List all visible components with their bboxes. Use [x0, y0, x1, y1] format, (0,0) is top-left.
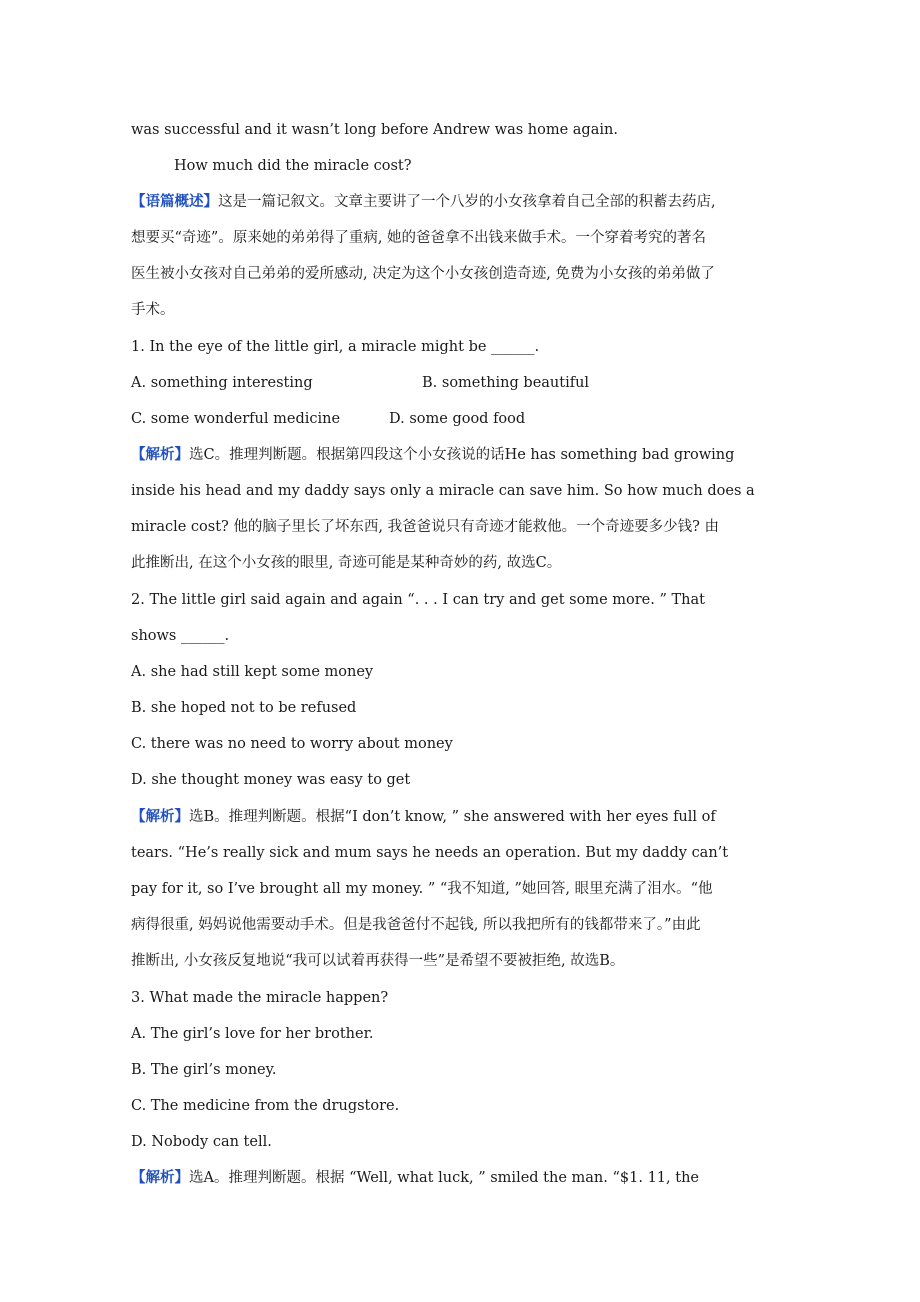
option-c: C. there was no need to worry about money: [131, 736, 453, 752]
option-b: B. she hoped not to be refused: [131, 700, 357, 716]
text-line: was successful and it wasn’t long before Andrew was home again.: [131, 122, 618, 138]
option-d: D. Nobody can tell.: [131, 1134, 272, 1150]
option-d: D. some good food: [389, 411, 526, 427]
text-line: 推断出, 小女孩反复地说“我可以试着再获得一些”是希望不要被拒绝, 故选B。: [131, 953, 625, 969]
option-a: A. she had still kept some money: [131, 664, 374, 680]
text-line: 手术。: [131, 302, 175, 318]
option-b: B. The girl’s money.: [131, 1062, 277, 1078]
analysis-line: [131, 807, 811, 827]
option-a: A. something interesting: [131, 375, 313, 391]
option-c: C. The medicine from the drugstore.: [131, 1098, 400, 1114]
text-line: 想要买“奇迹”。原来她的弟弟得了重病, 她的爸爸拿不出钱来做手术。一个穿着考究的著名: [131, 230, 707, 246]
text-line: tears. “He’s really sick and mum says he needs an operation. But my daddy can’t: [131, 845, 729, 861]
option-b: B. something beautiful: [422, 375, 590, 391]
analysis-tag: 【解析】: [131, 1169, 189, 1186]
option-d: D. she thought money was easy to get: [131, 772, 411, 788]
text-span: 选B。推理判断题。根据“I don’t know, ” she answered with her eyes full of: [189, 809, 716, 825]
question-1: 1. In the eye of the little girl, a miracle might be ______.: [131, 339, 540, 355]
text-span: 选A。推理判断题。根据 “Well, what luck, ” smiled the man. “$1. 11, the: [189, 1170, 699, 1186]
option-a: A. The girl’s love for her brother.: [131, 1026, 374, 1042]
summary-line: [131, 192, 811, 212]
text-line: How much did the miracle cost?: [174, 158, 412, 174]
question-3: 3. What made the miracle happen?: [131, 990, 389, 1006]
text-line: pay for it, so I’ve brought all my money. ” “我不知道, ”她回答, 眼里充满了泪水。“他: [131, 881, 713, 897]
summary-tag: 【语篇概述】: [131, 193, 218, 210]
text-line: 病得很重, 妈妈说他需要动手术。但是我爸爸付不起钱, 所以我把所有的钱都带来了。”由此: [131, 917, 701, 933]
analysis-line: [131, 445, 811, 465]
analysis-line: [131, 1168, 811, 1188]
text-span: 选C。推理判断题。根据第四段这个小女孩说的话He has something bad growing: [189, 447, 735, 463]
option-row: [131, 373, 811, 393]
question-2: 2. The little girl said again and again “. . . I can try and get some more. ” That: [131, 592, 705, 608]
text-span: 这是一篇记叙文。文章主要讲了一个八岁的小女孩拿着自己全部的积蓄去药店,: [218, 194, 716, 210]
option-c: C. some wonderful medicine: [131, 411, 341, 427]
option-row: [131, 409, 811, 429]
analysis-tag: 【解析】: [131, 808, 189, 825]
text-line: miracle cost? 他的脑子里长了坏东西, 我爸爸说只有奇迹才能救他。一个奇迹要多少钱? 由: [131, 519, 720, 535]
analysis-tag: 【解析】: [131, 446, 189, 463]
text-line: 医生被小女孩对自己弟弟的爱所感动, 决定为这个小女孩创造奇迹, 免费为小女孩的弟弟做了: [131, 266, 715, 282]
text-line: inside his head and my daddy says only a miracle can save him. So how much does a: [131, 483, 755, 499]
text-line: shows ______.: [131, 628, 230, 644]
text-line: 此推断出, 在这个小女孩的眼里, 奇迹可能是某种奇妙的药, 故选C。: [131, 555, 562, 571]
